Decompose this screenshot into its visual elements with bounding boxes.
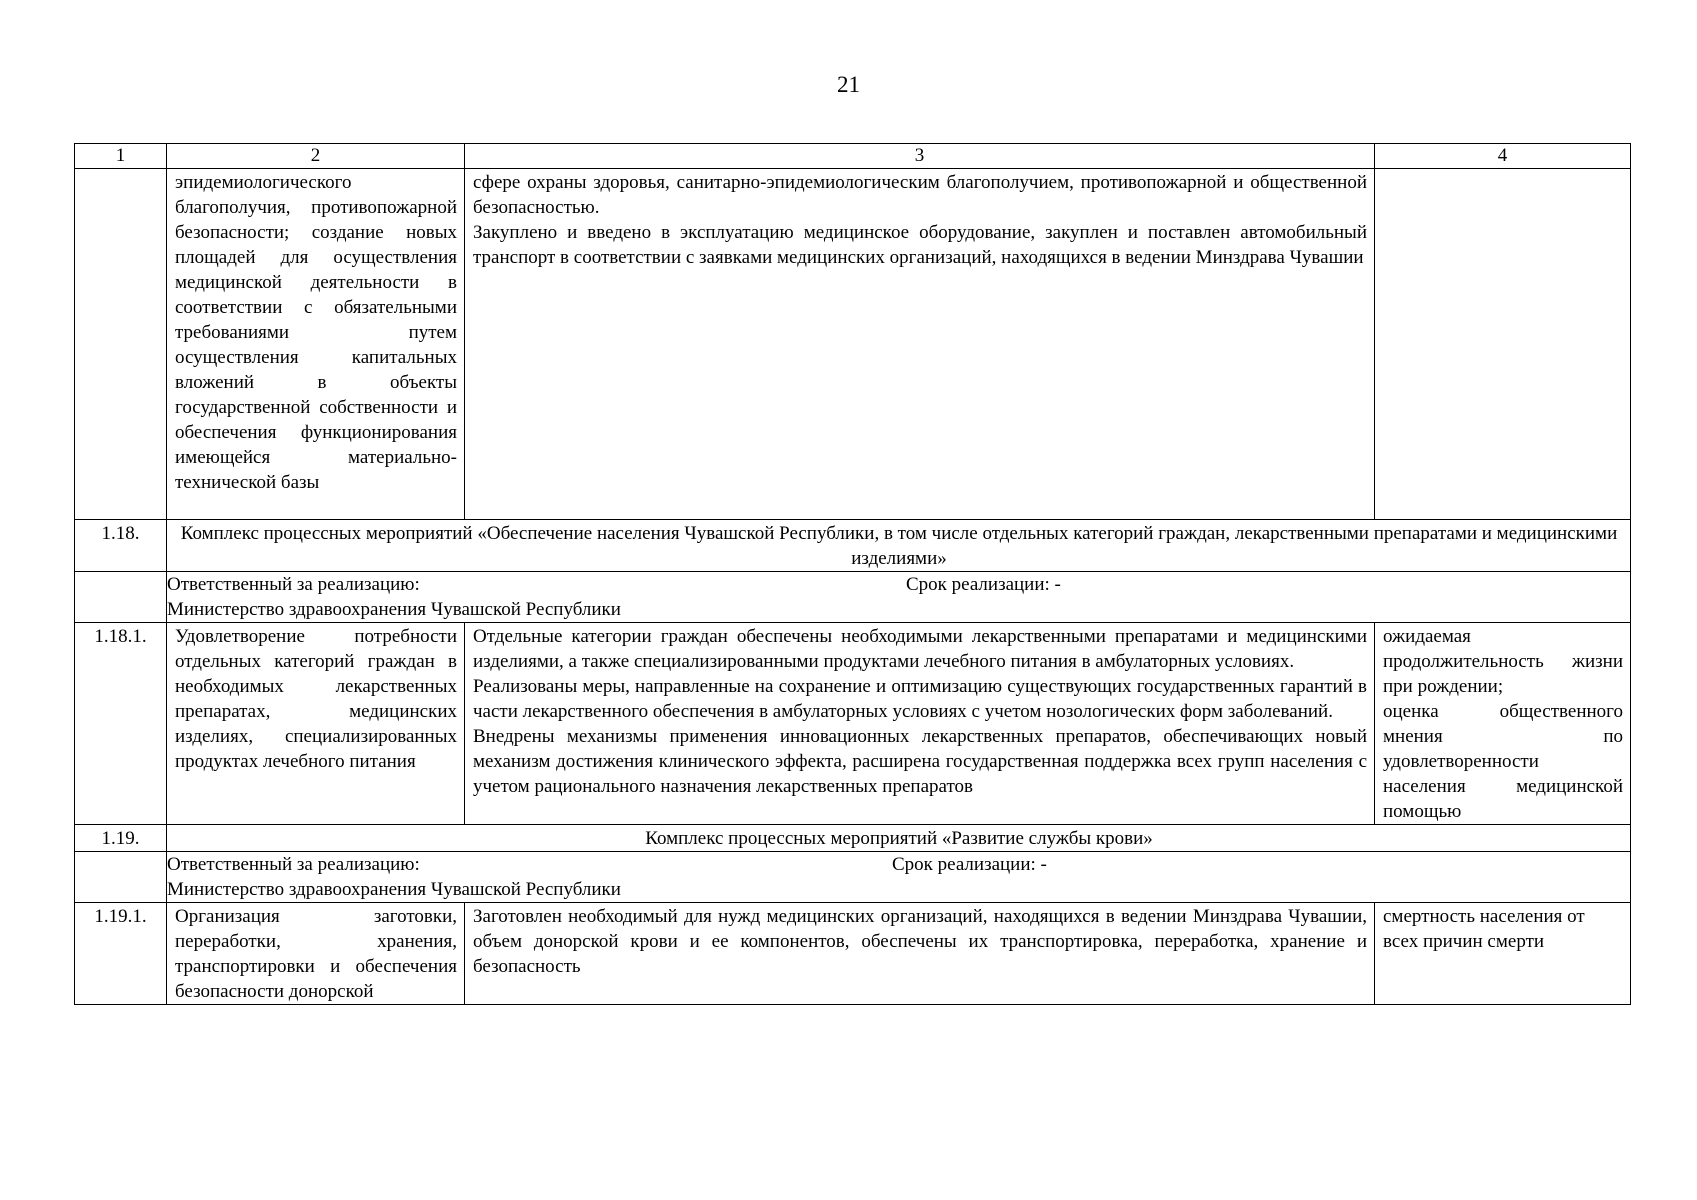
measure-indicator [1375, 169, 1631, 520]
responsible-row [75, 572, 1631, 623]
indicator-paragraph: оценка общественного мнения по удовлетворенности населения медицинской помощью [1383, 701, 1623, 822]
result-paragraph: Внедрены механизмы применения инновационных лекарственных препаратов, обеспечивающих новый механизм достижения клинического эффекта, расширена государственная поддержка всех групп населения с учетом рационального назначения лекарственных препаратов [473, 726, 1367, 797]
term-cell: Срок реализации: - [892, 854, 1047, 875]
result-paragraph: Закуплено и введено в эксплуатацию медицинское оборудование, закуплен и поставлен автомобильный транспорт в соответствии с заявками медицинских организаций, находящихся в ведении Минздрава Чувашии [473, 222, 1367, 268]
indicator-paragraph: ожидаемая продолжительность жизни при рождении; [1383, 626, 1623, 697]
row-number [75, 852, 167, 903]
row-number [75, 169, 167, 520]
row-number: 1.18.1. [75, 623, 167, 825]
measures-table [74, 143, 1631, 1005]
header-col-3: 3 [465, 144, 1375, 169]
measure-result [465, 623, 1375, 825]
responsible-cell [167, 572, 906, 622]
responsible-row [75, 852, 1631, 903]
measure-description: Удовлетворение потребности отдельных категорий граждан в необходимых лекарственных препаратах, медицинских изделиях, специализированных продуктах лечебного питания [167, 623, 465, 825]
table-row [75, 623, 1631, 825]
section-title: Комплекс процессных мероприятий «Обеспечение населения Чувашской Республики, в том числе отдельных категорий граждан, лекарственными препаратами и медицинскими изделиями» [167, 520, 1631, 572]
header-col-1: 1 [75, 144, 167, 169]
measure-result [465, 169, 1375, 520]
responsible-cell [167, 852, 892, 902]
section-number: 1.19. [75, 825, 167, 852]
responsible-label: Ответственный за реализацию: [167, 854, 420, 875]
header-col-2: 2 [167, 144, 465, 169]
page-number: 21 [837, 72, 860, 97]
section-title: Комплекс процессных мероприятий «Развитие службы крови» [167, 825, 1631, 852]
section-title-row [75, 520, 1631, 572]
header-col-4: 4 [1375, 144, 1631, 169]
result-paragraph: Реализованы меры, направленные на сохранение и оптимизацию существующих государственных гарантий в части лекарственного обеспечения в амбулаторных условиях с учетом нозологических форм заболеваний. [473, 676, 1367, 722]
table-row-continuation [75, 169, 1631, 520]
table-row [75, 903, 1631, 1005]
table-header-row [75, 144, 1631, 169]
responsible-label: Ответственный за реализацию: [167, 574, 420, 595]
result-paragraph: сфере охраны здоровья, санитарно-эпидемиологическим благополучием, противопожарной и общественной безопасностью. [473, 172, 1367, 218]
measure-result: Заготовлен необходимый для нужд медицинских организаций, находящихся в ведении Минздрава Чувашии, объем донорской крови и ее компонентов, обеспечены их транспортировка, переработка, хранение и безопасность [465, 903, 1375, 1005]
measure-description: эпидемиологического благополучия, противопожарной безопасности; создание новых площадей для осуществления медицинской деятельности в соответствии с обязательными требованиями путем осуществления капитальных вложений в объекты государственной собственности и обеспечения функционирования имеющейся материально-технической базы [167, 169, 465, 520]
responsible-value: Министерство здравоохранения Чувашской Республики [167, 879, 621, 900]
row-number [75, 572, 167, 623]
measure-description: Организация заготовки, переработки, хранения, транспортировки и обеспечения безопасности донорской [167, 903, 465, 1005]
result-paragraph: Отдельные категории граждан обеспечены необходимыми лекарственными препаратами и медицинскими изделиями, а также специализированными продуктами лечебного питания в амбулаторных условиях. [473, 626, 1367, 672]
measure-indicator: смертность населения от всех причин смерти [1375, 903, 1631, 1005]
section-title-row [75, 825, 1631, 852]
row-number: 1.19.1. [75, 903, 167, 1005]
measure-indicator [1375, 623, 1631, 825]
term-cell: Срок реализации: - [906, 574, 1061, 595]
section-number: 1.18. [75, 520, 167, 572]
responsible-value: Министерство здравоохранения Чувашской Республики [167, 599, 621, 620]
